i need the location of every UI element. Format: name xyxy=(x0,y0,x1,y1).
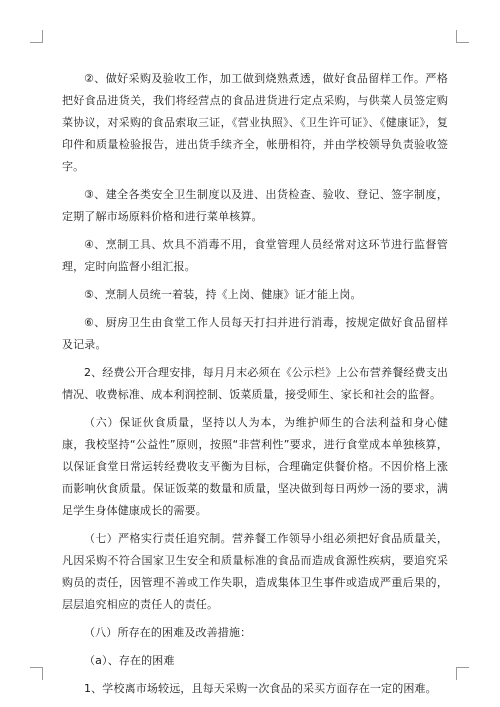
crop-mark-top-left xyxy=(30,30,43,43)
crop-mark-bottom-right xyxy=(456,667,469,680)
paragraph-staff-uniform: ⑤、烹制人员统一着装，持《上岗、健康》证才能上岗。 xyxy=(84,288,362,301)
paragraph-market-distance: 1、学校离市场较远，且每天采购一次食品的采买方面存在一定的困难。 xyxy=(84,682,437,695)
crop-mark-bottom-left xyxy=(30,667,43,680)
paragraph-procurement-acceptance: ②、做好采购及验收工作，加工做到烧熟煮透，做好食品留样工作。严格把好食品进货关，我们将经营点的食品进货进行定点采购，与供菜人员签定购菜协议，对采购的食品索取三证，《营业执照》、《卫生许可证》、《健康证》，复印件和质量检验报告，进出货手续齐全，帐册相符，并由学校领导负责验收签字。 xyxy=(62,72,448,173)
paragraph-kitchen-cleaning: ⑥、厨房卫生由食堂工作人员每天打扫并进行消毒，按规定做好食品留样及记录。 xyxy=(62,316,448,351)
paragraph-accountability: （七）严格实行责任追究制。营养餐工作领导小组必须把好食品质量关，凡因采购不符合国家卫生安全和质量标准的食品而造成食源性疾病，要追究采购员的责任，因管理不善或工作失职，造成集体卫生事件或造成严重后果的，层层追究相应的责任人的责任。 xyxy=(62,532,448,611)
paragraph-meal-quality: （六）保证伙食质量，坚持以人为本，为维护师生的合法利益和身心健康，我校坚持“公益性”原则，按照“非营利性”要求，进行食堂成本单独核算，以保证食堂日常运转经费收支平衡为目标，合理确定供餐价格。不因价格上涨而影响伙食质量。保证饭菜的数量和质量，坚决做到每日两炒一汤的要求，满足学生身体健康成长的需要。 xyxy=(62,416,448,517)
paragraph-utensil-disinfection: ④、烹制工具、炊具不消毒不用，食堂管理人员经常对这环节进行监督管理，定时向监督小组汇报。 xyxy=(62,238,448,273)
paragraph-existing-difficulties: （a）、存在的困难 xyxy=(84,654,175,667)
paragraph-difficulties-heading: （八）所存在的困难及改善措施： xyxy=(84,626,252,639)
paragraph-safety-hygiene-system: ③、建全各类安全卫生制度以及进、出货检查、验收、登记、签字制度，定期了解市场原料价格和进行菜单核算。 xyxy=(62,188,448,223)
paragraph-fund-disclosure: 2、经费公开合理安排，每月月末必须在《公示栏》上公布营养餐经费支出情况、收费标准、成本利润控制、饭菜质量，接受师生、家长和社会的监督。 xyxy=(62,366,448,401)
crop-mark-top-right xyxy=(456,30,469,43)
document-body xyxy=(62,68,448,700)
